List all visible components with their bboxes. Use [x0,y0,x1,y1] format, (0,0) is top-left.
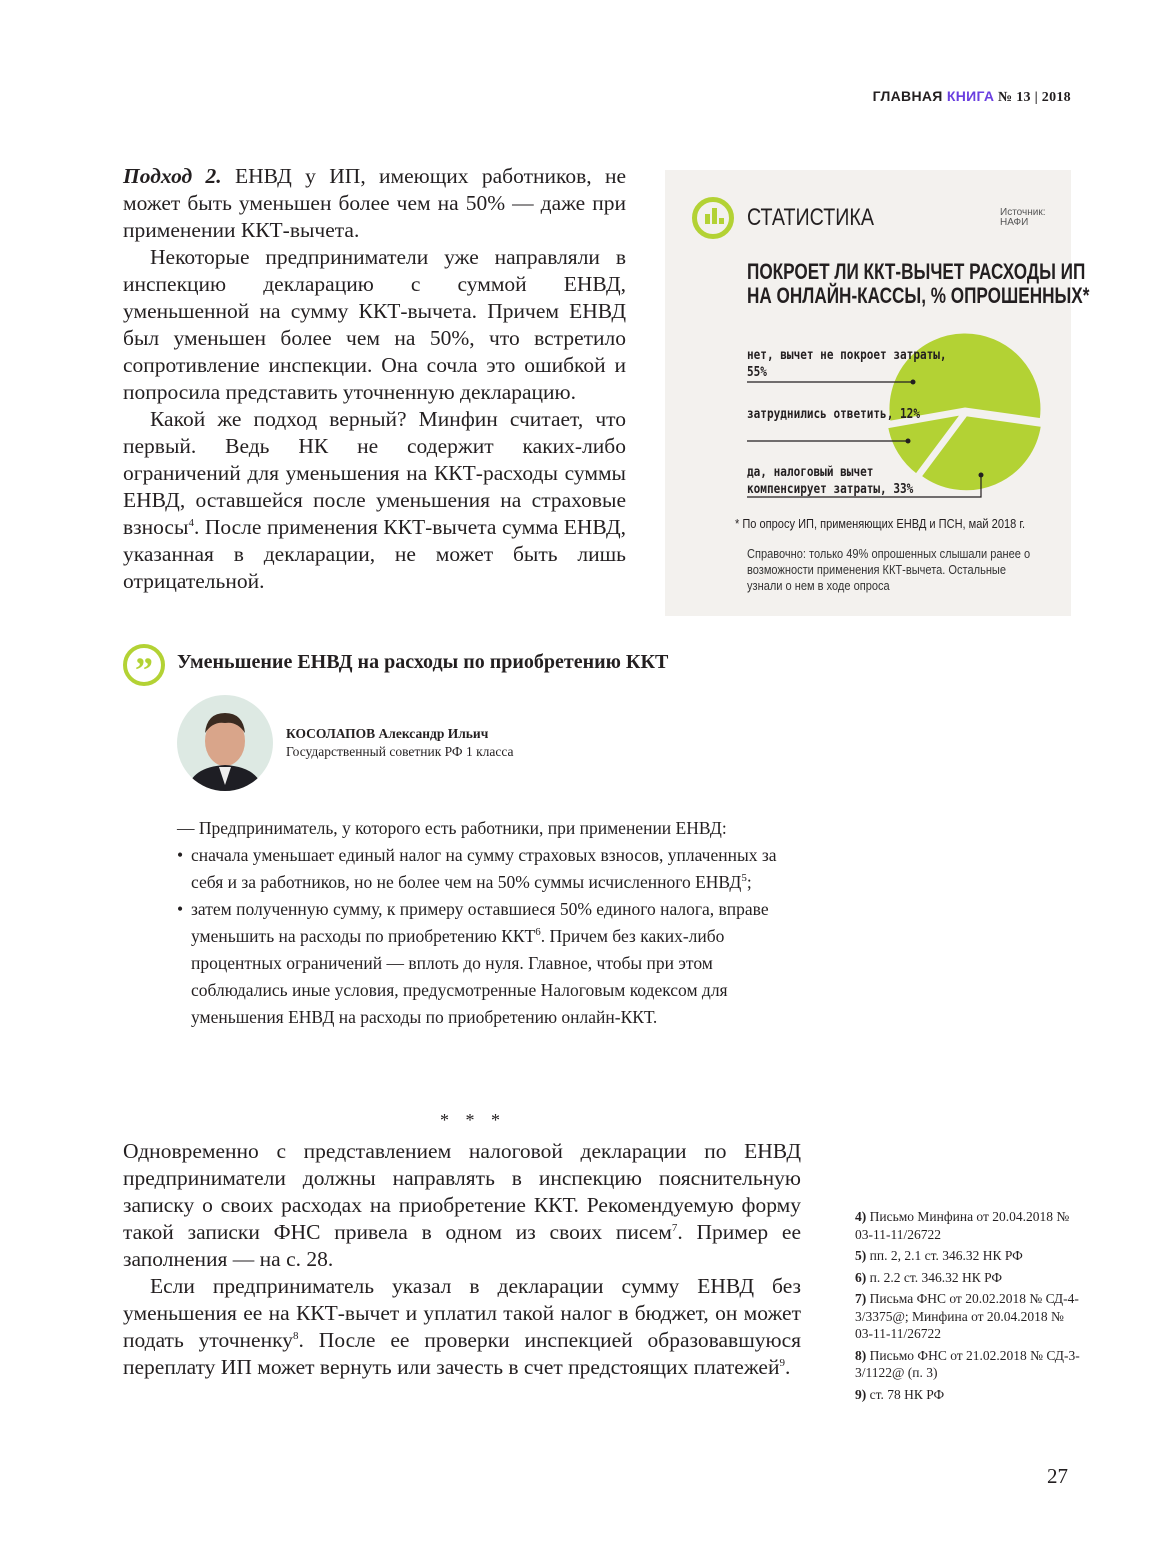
footnote-number: 9) [855,1386,867,1402]
footnote-text: Письма ФНС от 20.02.2018 № СД-4-3/3375@; Минфина от 20.04.2018 № 03-11-11/26722 [855,1291,1079,1341]
text: затем полученную сумму, к примеру оставшиеся 50% единого налога, вправе уменьшить на расходы по приобретению ККТ [191,899,769,946]
paragraph: Некоторые предприниматели уже направляли в инспекцию декларацию с суммой ЕНВД, уменьшенной на сумму ККТ-вычета. Причем ЕНВД был уменьшен более чем на 50%, что встретило сопротивление инспекции. Она сочла это ошибкой и попросила представить уточненную декларацию. [123,245,626,404]
footnote-text: Письмо ФНС от 21.02.2018 № СД-3-3/1122@ (п. 3) [855,1347,1080,1380]
list-item [177,842,802,896]
footnote-number: 5) [855,1248,867,1263]
expert-avatar [177,695,273,791]
footnote [855,1290,1085,1343]
footnote-number: 7) [855,1291,867,1306]
paragraph [123,1273,801,1381]
footnote-ref: 9 [779,1356,785,1369]
footnote-number: 6) [855,1269,867,1285]
pie-label-yes: да, налоговый вычет компенсирует затраты, 33% [747,465,914,497]
paragraph [123,406,626,595]
footnote-text: п. 2.2 ст. 346.32 НК РФ [866,1269,1003,1285]
article-column-lower [123,1138,801,1381]
footnote-ref: 4 [188,516,194,529]
footnote-number: 4) [855,1209,867,1224]
text: Одновременно с представлением налоговой декларации по ЕНВД предприниматели должны направлять в инспекцию пояснительную записку о своих расходах на приобретение ККТ. Рекомендуемую форму такой записки ФНС привела в одном из своих писем [123,1139,801,1244]
quote-intro: — Предприниматель, у которого есть работники, при применении ЕНВД: [177,818,727,838]
chart-title: ПОКРОЕТ ЛИ ККТ-ВЫЧЕТ РАСХОДЫ ИП НА ОНЛАЙН-КАССЫ, % ОПРОШЕННЫХ* [747,259,1090,308]
footnote [855,1347,1085,1382]
footnote-ref: 7 [671,1221,678,1234]
quote-title: Уменьшение ЕНВД на расходы по приобретению ККТ [177,651,669,673]
quote-body [177,815,802,1031]
text: ЕНВД у ИП, имеющих работников, не может быть уменьшен более чем на 50% — даже при применении ККТ-вычета. [123,164,627,242]
statistics-box [665,170,1090,616]
quote-icon: ” [123,644,165,686]
footnote [855,1208,1085,1243]
footnote-text: пп. 2, 2.1 ст. 346.32 НК РФ [866,1248,1023,1263]
text: . После ее проверки инспекцией образовавшуюся переплату ИП может вернуть или зачесть в счет предстоящих платежей [123,1328,802,1379]
stat-source: Источник: НАФИ [1000,207,1046,228]
page-number: 27 [1047,1464,1068,1488]
approach-lead: Подход 2. [123,164,222,188]
leader-dot [906,439,911,444]
footnote-text: Письмо Минфина от 20.04.2018 № 03-11-11/26722 [855,1209,1070,1242]
footnote-ref: 5 [741,872,747,885]
text: . [784,1355,791,1379]
pie-label-no: нет, вычет не покроет затраты, 55% [747,348,947,380]
article-column [123,163,626,595]
text: . Пример ее заполнения — на с. 28. [123,1220,801,1271]
issue-number: № 13 | 2018 [994,90,1071,105]
expert-role: Государственный советник РФ 1 класса [286,744,514,759]
footnote-ref: 6 [535,926,541,939]
section-separator: * * * [440,1110,506,1130]
footnotes [855,1208,1085,1407]
paragraph [123,163,626,244]
stat-title: СТАТИСТИКА [747,204,874,231]
magazine-header [873,88,1071,106]
list-item [177,896,802,1031]
text: . Причем без каких-либо процентных ограничений — вплоть до нуля. Главное, чтобы при этом соблюдались иные условия, предусмотренные Налоговым кодексом для уменьшения ЕНВД на расходы по приобретению онлайн-ККТ. [191,926,728,1027]
stat-footnote: * По опросу ИП, применяющих ЕНВД и ПСН, май 2018 г. [735,516,1026,531]
expert-name: КОСОЛАПОВ Александр Ильич [286,726,489,741]
footnote [855,1247,1085,1265]
text: сначала уменьшает единый налог на сумму страховых взносов, уплаченных за себя и за работников, но не более чем на 50% суммы исчисленного ЕНВД [191,845,777,892]
text: Какой же подход верный? Минфин считает, что первый. Ведь НК не содержит каких-либо ограничений для уменьшения на ККТ-расходы суммы ЕНВД, оставшейся после уменьшения на страховые взносы [123,407,626,539]
header-title: ГЛАВНАЯ [872,88,947,104]
paragraph [123,1138,801,1273]
text: ; [746,872,752,892]
stat-reference: Справочно: только 49% опрошенных слышали ранее о возможности применения ККТ-вычета. Остальные узнали о нем в ходе опроса [747,546,1031,593]
footnote-text: ст. 78 НК РФ [866,1386,945,1402]
footnote [855,1269,1085,1287]
pie-label-unsure: затруднились ответить, 12% [747,407,920,422]
leader-dot [979,473,984,478]
text: . После применения ККТ-вычета сумма ЕНВД, указанная в декларации, не может быть лишь отрицательной. [123,515,626,593]
header-title-accent: КНИГА [946,88,995,104]
text: Если предприниматель указал в декларации сумму ЕНВД без уменьшения ее на ККТ-вычет и уплатил такой налог в бюджет, он может подать уточненку [123,1274,801,1352]
footnote [855,1386,1085,1404]
footnote-ref: 8 [293,1329,299,1342]
footnote-number: 8) [855,1347,867,1363]
